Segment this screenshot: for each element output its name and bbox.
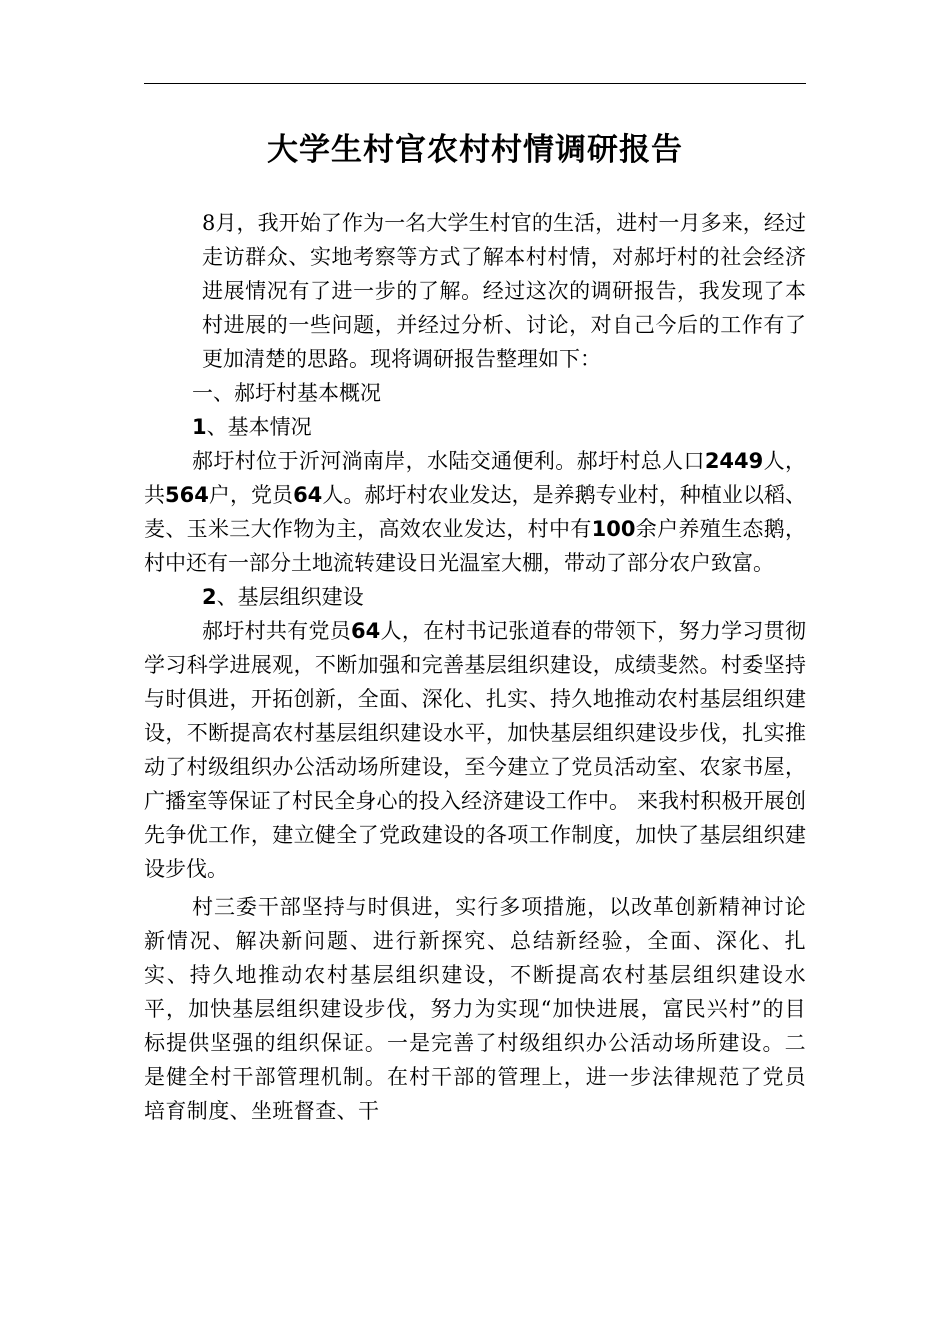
subsection-number: 2 — [202, 585, 217, 609]
document-body — [144, 206, 806, 1128]
intro-paragraph: 8月，我开始了作为一名大学生村官的生活，进村一月多来，经过走访群众、实地考察等方式了解本村村情，对郝圩村的社会经济进展情况有了进一步的了解。经过这次的调研报告，我发现了本村进展的一些问题，并经过分析、讨论，对自己今后的工作有了更加清楚的思路。现将调研报告整理如下： — [202, 211, 806, 371]
text-run: 郝圩村位于沂河淌南岸，水陆交通便利。郝圩村总人口 — [192, 449, 705, 473]
text-run: 余户养殖生态鹅，村中还有一部分土地流转建设日光温室大棚，带动了部分农户致富。 — [144, 517, 807, 575]
paragraph-basic-situation — [144, 444, 806, 580]
document-title: 大学生村官农村村情调研报告 — [267, 132, 683, 168]
subsection-number: 1 — [192, 415, 207, 439]
household-number: 564 — [165, 483, 209, 507]
party-member-number: 64 — [351, 619, 381, 643]
text-run: 人。郝圩村农业发达，是养鹅专业村，种植业以稻、麦、玉米三大作物为主，高效农业发达，村中有 — [144, 483, 807, 541]
section-heading-overview: 一、郝圩村基本概况 — [192, 381, 381, 405]
subsection-heading-basic — [144, 410, 806, 444]
text-run: 人，在村书记张道春的带领下，努力学习贯彻学习科学进展观，不断加强和完善基层组织建设，成绩斐然。村委坚持与时俱进，开拓创新，全面、深化、扎实、持久地推动农村基层组织建设，不断提高农村基层组织建设水平，加快基层组织建设步伐，扎实推动了村级组织办公活动场所建设，至今建立了党员活动室、农家书屋，广播室等保证了村民全身心的投入经济建设工作中。 来我村积极开展创先争优工作，建立健全了党政建设的各项工作制度，加快了基层组织建设步伐。 — [144, 619, 807, 881]
text-run: 郝圩村共有党员 — [202, 619, 352, 643]
goose-household-number: 100 — [591, 517, 636, 541]
subsection-label: 、基层组织建设 — [216, 585, 364, 609]
subsection-label: 、基本情况 — [206, 415, 312, 439]
party-member-number: 64 — [293, 483, 323, 507]
header-rule — [144, 83, 806, 84]
paragraph-organization — [144, 614, 806, 886]
subsection-heading-organization — [144, 580, 806, 614]
text-run: 人，共 — [144, 449, 806, 507]
text-run: 户，党员 — [208, 483, 294, 507]
paragraph-cadres: 村三委干部坚持与时俱进，实行多项措施，以改革创新精神讨论新情况、解决新问题、进行新探究、总结新经验，全面、深化、扎实、持久地推动农村基层组织建设，不断提高农村基层组织建设水平，加快基层组织建设步伐，努力为实现“加快进展，富民兴村”的目标提供坚强的组织保证。一是完善了村级组织办公活动场所建设。二是健全村干部管理机制。在村干部的管理上，进一步法律规范了党员培育制度、坐班督查、干 — [144, 895, 806, 1123]
population-number: 2449 — [704, 449, 764, 473]
